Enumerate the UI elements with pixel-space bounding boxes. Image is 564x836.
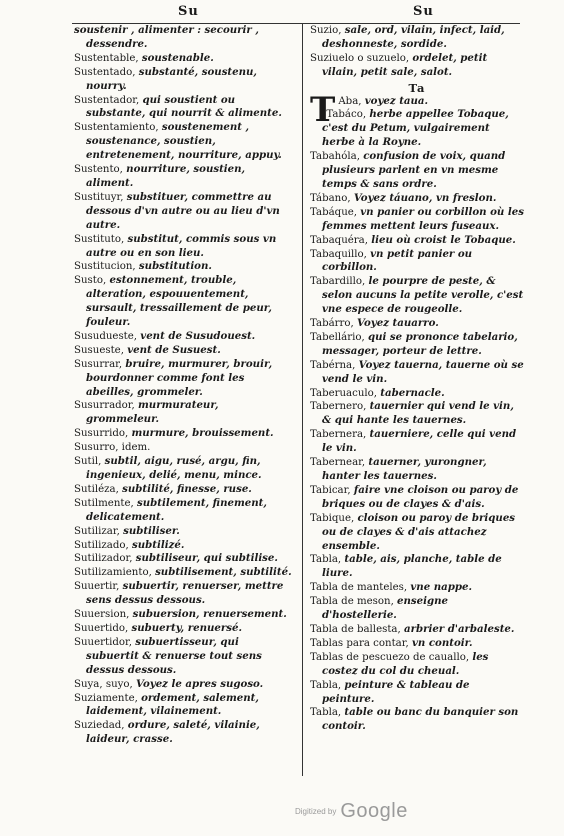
entry-headword: Sutilizado,	[74, 539, 132, 551]
entry-headword: Suuertidor,	[74, 636, 136, 648]
dict-entry	[74, 121, 294, 163]
digitized-by-label: Digitized by	[295, 807, 337, 816]
entry-headword: Tabérna,	[310, 359, 359, 371]
entry-definition: faire vne cloison ou paroy de briques ou de clayes & d'ais.	[322, 483, 519, 510]
entry-definition: confusion de voix, quand plusieurs parlent en vn mesme temps & sans ordre.	[322, 150, 506, 190]
entry-definition: voyez taua.	[364, 94, 429, 107]
entry-headword: Tabique,	[310, 512, 358, 524]
dict-entry	[310, 400, 524, 428]
entry-definition: murmurateur, grommeleur.	[86, 399, 219, 426]
entry-headword: Suziamente,	[74, 692, 142, 704]
entry-headword: Tabaquéra,	[310, 234, 372, 246]
entry-definition: nourriture, soustien, aliment.	[86, 163, 246, 189]
entry-headword: Tabla,	[310, 707, 345, 719]
column-divider	[302, 24, 303, 776]
entry-definition: ordelet, petit vilain, petit sale, salot.	[322, 51, 488, 78]
entry-headword: Sutil,	[74, 456, 105, 468]
entry-headword: Suziuelo o suzuelo,	[310, 52, 413, 64]
entry-headword: Sustitucion,	[74, 261, 139, 273]
entry-definition: subtil, aigu, rusé, argu, fin, ingenieux, delié, menu, mince.	[86, 455, 262, 481]
entry-definition: subtilité, finesse, ruse.	[122, 482, 252, 495]
dict-entry	[310, 275, 524, 317]
drop-capital: T	[310, 89, 336, 130]
entry-definition: Voyez le apres sugoso.	[136, 677, 264, 690]
entry-headword: Tabáque,	[310, 206, 361, 218]
running-header-right: Su	[413, 4, 434, 19]
dict-entry	[310, 52, 524, 80]
entry-headword: Tabernear,	[310, 457, 369, 469]
entry-headword: Suziedad,	[74, 720, 128, 732]
entry-headword: Sutilmente,	[74, 497, 138, 509]
entry-headword: Tabardillo,	[310, 276, 369, 288]
entry-headword: Sutilizar,	[74, 525, 124, 537]
entry-definition: ordure, saleté, vilainie, laideur, crasse.	[86, 719, 260, 746]
entry-headword: Tabicar,	[310, 484, 354, 496]
entry-definition: murmure, brouissement.	[131, 427, 274, 440]
entry-definition: ordement, salement, laidement, vilainement.	[86, 691, 259, 718]
entry-definition: soustenement , soustenance, soustien, entretenement, nourriture, appuy.	[86, 121, 282, 162]
entry-headword: Susueste,	[74, 344, 128, 356]
entry-definition: vent de Susuest.	[127, 343, 221, 356]
dict-entry	[310, 206, 524, 234]
dict-entry	[74, 692, 294, 720]
dict-entry	[74, 330, 294, 344]
dict-entry	[74, 636, 294, 678]
dict-entry	[74, 566, 294, 580]
entry-headword: Tabernera,	[310, 429, 370, 441]
dict-entry	[310, 581, 524, 595]
dict-entry	[74, 580, 294, 608]
entry-headword: Sustentado,	[74, 66, 139, 78]
entry-definition: soustenable.	[141, 51, 214, 64]
entry-headword: Susurro, idem.	[74, 442, 151, 454]
entry-headword: Suuertir,	[74, 581, 123, 593]
entry-headword: Tabla de manteles,	[310, 582, 411, 594]
left-column	[74, 24, 294, 747]
entry-headword: Tábano,	[310, 192, 354, 204]
entry-headword: Suya, suyo,	[74, 678, 137, 690]
running-header-left: Su	[178, 4, 199, 19]
entry-headword: Tablas para contar,	[310, 637, 412, 649]
dict-entry	[74, 483, 294, 497]
entry-headword: Suuertido,	[74, 622, 132, 634]
dict-entry	[310, 637, 524, 651]
dict-entry	[310, 150, 524, 192]
entry-definition: tauernier qui vend le vin, & qui hante les tauernes.	[322, 400, 514, 427]
entry-headword: Tabárro,	[310, 318, 358, 330]
dict-entry	[74, 191, 294, 233]
entry-headword: Sustituyr,	[74, 191, 127, 203]
entry-headword: Sustento,	[74, 164, 127, 176]
dict-entry	[310, 512, 524, 554]
entry-headword: Tabla,	[310, 554, 345, 566]
entry-headword: Tabla,	[310, 679, 345, 691]
dict-entry	[74, 274, 294, 330]
entry-headword: Sustentador,	[74, 94, 143, 106]
entry-headword: Tabahóla,	[310, 151, 364, 163]
entry-definition: substituer, commettre au dessous d'vn autre ou au lieu d'vn autre.	[86, 190, 280, 231]
dict-entry	[74, 497, 294, 525]
entry-definition: subtilizé.	[131, 538, 185, 551]
dict-entry	[310, 623, 524, 637]
dict-entry	[74, 358, 294, 400]
entry-definition: peinture & tableau de peinture.	[322, 678, 470, 705]
entry-definition: qui soustient ou substante, qui nourrit & alimente.	[86, 93, 282, 120]
entry-headword: Sustentamiento,	[74, 122, 162, 134]
dict-entry	[74, 719, 294, 747]
entry-headword: Sustentable,	[74, 52, 142, 64]
entry-definition: bruire, murmurer, brouir, bourdonner comme font les abeilles, grommeler.	[86, 357, 273, 398]
dict-entry	[74, 399, 294, 427]
dict-entry	[74, 427, 294, 441]
dict-entry	[310, 359, 524, 387]
dict-entry	[310, 24, 524, 52]
entry-definition: enseigne d'hostellerie.	[322, 595, 449, 622]
dict-entry	[74, 52, 294, 66]
entry-definition: lieu où croist le Tobaque.	[371, 233, 516, 246]
dict-entry	[74, 539, 294, 553]
entry-headword: Taberuaculo,	[310, 387, 381, 399]
entry-headword: Susurrador,	[74, 400, 139, 412]
entry-definition: substitution.	[138, 260, 212, 273]
entry-headword: Susto,	[74, 275, 110, 287]
entry-headword: Sutilizador,	[74, 553, 136, 565]
dict-entry	[74, 260, 294, 274]
section-heading: Ta	[408, 80, 426, 95]
entry-headword: Tabla de meson,	[310, 596, 398, 608]
entry-definition: tauerner, yurongner, hanter les tauernes.	[322, 456, 487, 482]
entry-definition: arbrier d'arbaleste.	[403, 622, 515, 635]
dict-entry	[310, 595, 524, 623]
entry-definition: substitut, commis sous vn autre ou en son lieu.	[86, 232, 277, 259]
entry-definition: vn petit panier ou corbillon.	[322, 247, 473, 274]
google-logo: Google	[340, 800, 408, 822]
entry-headword: Tabernero,	[310, 401, 370, 413]
dict-entry	[74, 525, 294, 539]
entry-definition: le pourpre de peste, & selon aucuns la petite verolle, c'est vne espece de rougeolle.	[322, 275, 524, 316]
digitized-by-google-watermark	[295, 800, 408, 823]
entry-definition: vn panier ou corbillon où les femmes mettent leurs fuseaux.	[322, 205, 524, 232]
dict-entry	[310, 192, 524, 206]
entry-definition: subuerty, renuersé.	[131, 621, 243, 634]
entry-headword: Susurrar,	[74, 358, 126, 370]
entry-definition: subuertir, renuerser, mettre sens dessus dessous.	[86, 580, 284, 607]
entry-definition: soustenir , alimenter : secourir , dessendre.	[74, 24, 259, 50]
entry-headword: Susurrido,	[74, 428, 132, 440]
entry-definition: Voyez tauarro.	[357, 317, 439, 330]
entry-headword: Susudueste,	[74, 330, 141, 342]
dict-entry	[310, 553, 524, 581]
entry-definition: subtiliser.	[123, 524, 180, 537]
dict-entry	[310, 248, 524, 276]
entry-headword: Suuersion,	[74, 609, 133, 621]
entry-headword: Sutiléza,	[74, 483, 123, 495]
dict-entry	[74, 233, 294, 261]
entry-headword: Tabellário,	[310, 331, 368, 343]
entry-definition: estonnement, trouble, alteration, espouuentement, sursault, tressaillement de peur, fouleur.	[86, 274, 272, 329]
entry-definition: tabernacle.	[380, 386, 445, 399]
entry-definition: subtilement, finement, delicatement.	[86, 496, 267, 523]
entry-definition: Voyez táuano, vn freslon.	[353, 191, 497, 204]
entry-definition: subtilisement, subtilité.	[155, 566, 292, 579]
entry-headword: Sustituto,	[74, 233, 128, 245]
entry-definition: vent de Susudouest.	[140, 329, 256, 342]
entry-definition: table ou banc du banquier son contoir.	[322, 706, 519, 733]
entry-headword: Tabáco,	[326, 109, 370, 121]
dict-entry	[74, 163, 294, 191]
dict-entry	[310, 387, 524, 401]
right-column	[310, 24, 524, 734]
entry-definition: table, ais, planche, table de liure.	[322, 553, 502, 580]
dict-entry	[310, 108, 524, 150]
entry-definition: vn contoir.	[411, 636, 473, 649]
entry-headword: Aba,	[338, 95, 365, 107]
right-column-entries	[310, 108, 524, 734]
entry-definition: Voyez tauerna, tauerne où se vend le vin.	[322, 358, 524, 385]
entry-headword: Sutilizamiento,	[74, 567, 156, 579]
dict-entry	[74, 678, 294, 692]
entry-definition: subuersion, renuersement.	[132, 608, 287, 621]
entry-definition: cloison ou paroy de briques ou de clayes & d'ais attachez ensemble.	[322, 511, 516, 552]
entry-headword: Tablas de pescuezo de cauallo,	[310, 651, 473, 663]
dict-entry	[310, 706, 524, 734]
dict-entry	[74, 455, 294, 483]
entry-headword: Tabaquillo,	[310, 248, 371, 260]
entry-definition: qui se prononce tabelario, messager, porteur de lettre.	[322, 330, 518, 357]
dict-entry	[310, 234, 524, 248]
entry-definition: sale, ord, vilain, infect, laid, deshonneste, sordide.	[322, 24, 505, 50]
dict-entry	[74, 552, 294, 566]
dict-entry	[74, 622, 294, 636]
entry-headword: Tabla de ballesta,	[310, 623, 404, 635]
dict-entry	[74, 94, 294, 122]
dict-entry	[310, 331, 524, 359]
entry-definition: subuertisseur, qui subuertit & renuerse tout sens dessus dessous.	[86, 635, 262, 676]
entry-definition: subtiliseur, qui subtilise.	[135, 552, 278, 565]
dict-entry	[310, 484, 524, 512]
dict-entry	[74, 344, 294, 358]
entry-definition: les costez du col du cheual.	[322, 650, 489, 677]
entry-definition: herbe appellee Tobaque, c'est du Petum, vulgairement herbe à la Royne.	[322, 108, 509, 149]
entry-definition: tauerniere, celle qui vend le vin.	[322, 428, 517, 455]
dict-entry	[310, 317, 524, 331]
dict-entry	[310, 456, 524, 484]
dict-entry	[74, 441, 294, 455]
entry-definition: substanté, soustenu, nourry.	[86, 65, 257, 92]
dict-entry	[310, 651, 524, 679]
entry-headword: Suzio,	[310, 25, 345, 36]
entry-definition: vne nappe.	[410, 581, 473, 594]
right-column-top-entries	[310, 24, 524, 80]
dict-entry	[74, 24, 294, 52]
dict-entry	[310, 428, 524, 456]
dict-entry	[74, 608, 294, 622]
dict-entry	[310, 679, 524, 707]
dict-entry	[74, 66, 294, 94]
